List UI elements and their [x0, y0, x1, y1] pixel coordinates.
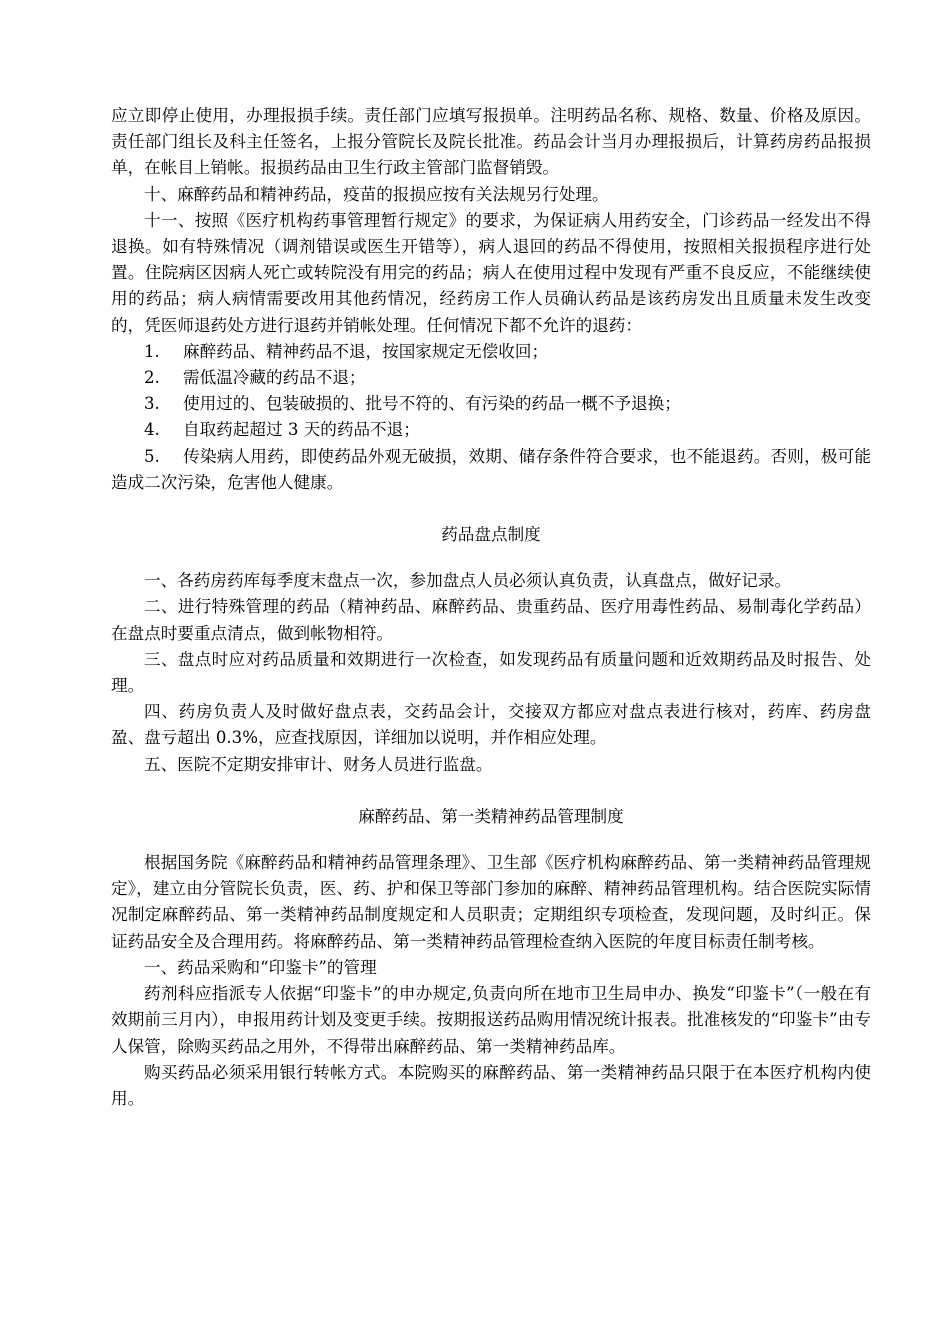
subheading: 一、药品采购和“印鉴卡”的管理 [144, 957, 377, 977]
list-item [111, 417, 871, 443]
section-title-inventory: 药品盘点制度 [441, 525, 541, 545]
paragraph-item-10: 十、麻醉药品和精神药品，疫苗的报损应按有关法规另行处理。 [144, 184, 609, 204]
list-text: 需低温冷藏的药品不退； [183, 368, 366, 388]
paragraph: 四、药房负责人及时做好盘点表，交药品会计，交接双方都应对盘点表进行核对，药库、药房盘盈、盘亏超出 0.3%，应查找原因，详细加以说明，并作相应处理。 [111, 702, 871, 748]
paragraph-damage-report: 应立即停止使用，办理报损手续。责任部门应填写报损单。注明药品名称、规格、数量、价格及原因。责任部门组长及科主任签名，上报分管院长及院长批准。药品会计当月办理报损后，计算药房药品报损单，在帐目上销帐。报损药品由卫生行政主管部门监督销毁。 [111, 106, 871, 178]
paragraph: 一、各药房药库每季度末盘点一次，参加盘点人员必须认真负责，认真盘点，做好记录。 [144, 571, 792, 591]
paragraph: 根据国务院《麻醉药品和精神药品管理条理》、卫生部《医疗机构麻醉药品、第一类精神药品管理规定》，建立由分管院长负责，医、药、护和保卫等部门参加的麻醉、精神药品管理机构。结合医院实际情况制定麻醉药品、第一类精神药品制度规定和人员职责；定期组织专项检查，发现问题，及时纠正。保证药品安全及合理用药。将麻醉药品、第一类精神药品管理检查纳入医院的年度目标责任制考核。 [111, 853, 871, 951]
list-number: 1. [144, 341, 160, 361]
spacer [111, 830, 871, 850]
list-item [111, 365, 871, 391]
list-text: 自取药起超过 3 天的药品不退； [183, 420, 420, 440]
spacer [111, 548, 871, 568]
list-item [111, 444, 871, 496]
paragraph: 药剂科应指派专人依据“印鉴卡”的申办规定,负责向所在地市卫生局申办、换发“印鉴卡”（一般在有效期前三月内），申报用药计划及变更手续。按期报送药品购用情况统计报表。批准核发的“印鉴卡”由专人保管，除购买药品之用外，不得带出麻醉药品、第一类精神药品库。 [111, 984, 871, 1056]
spacer [111, 496, 871, 522]
paragraph: 购买药品必须采用银行转帐方式。本院购买的麻醉药品、第一类精神药品只限于在本医疗机构内使用。 [111, 1062, 871, 1108]
spacer [111, 778, 871, 804]
paragraph: 五、医院不定期安排审计、财务人员进行监盘。 [144, 754, 493, 774]
paragraph-item-11: 十一、按照《医疗机构药事管理暂行规定》的要求，为保证病人用药安全，门诊药品一经发出不得退换。如有特殊情况（调剂错误或医生开错等），病人退回的药品不得使用，按照相关报损程序进行处置。住院病区因病人死亡或转院没有用完的药品；病人在使用过程中发现有严重不良反应，不能继续使用的药品；病人病情需要改用其他药情况，经药房工作人员确认药品是该药房发出且质量未发生改变的，凭医师退药处方进行退药并销帐处理。任何情况下都不允许的退药： [111, 210, 871, 335]
list-number: 4. [144, 420, 160, 440]
section-title-narcotics: 麻醉药品、第一类精神药品管理制度 [358, 806, 624, 826]
paragraph: 二、进行特殊管理的药品（精神药品、麻醉药品、贵重药品、医疗用毒性药品、易制毒化学药品）在盘点时要重点清点，做到帐物相符。 [111, 597, 871, 643]
list-item [111, 339, 871, 365]
list-text: 传染病人用药，即使药品外观无破损，效期、储存条件符合要求，也不能退药。否则，极可能造成二次污染，危害他人健康。 [111, 446, 871, 492]
list-number: 2. [144, 368, 160, 388]
list-text: 使用过的、包装破损的、批号不符的、有污染的药品一概不予退换； [183, 394, 681, 414]
list-number: 5. [144, 446, 160, 466]
document-page [111, 103, 871, 1112]
paragraph: 三、盘点时应对药品质量和效期进行一次检查，如发现药品有质量问题和近效期药品及时报告、处理。 [111, 649, 871, 696]
list-item [111, 391, 871, 417]
list-number: 3. [144, 394, 160, 414]
list-text: 麻醉药品、精神药品不退，按国家规定无偿收回； [183, 341, 549, 361]
